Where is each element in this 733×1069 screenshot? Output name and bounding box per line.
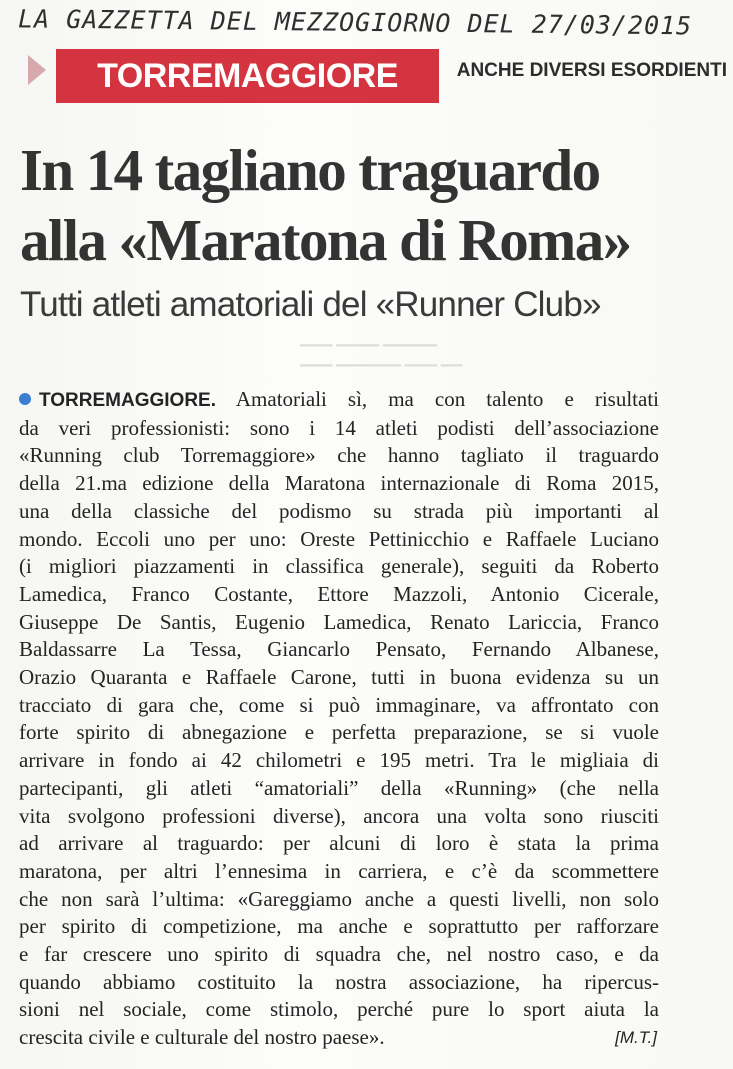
article-line [19, 386, 659, 415]
section-label: TORREMAGGIORE [56, 49, 439, 103]
article-line: forte spirito di abnegazione e perfetta preparazione, se si vuole [19, 720, 659, 745]
article-body [19, 386, 659, 1052]
overline: ANCHE DIVERSI ESORDIENTI [456, 60, 727, 81]
article-line-last [19, 1024, 659, 1052]
article-line: Giuseppe De Santis, Eugenio Lamedica, Renato Lariccia, Franco [19, 609, 659, 634]
article-line: arrivare in fondo ai 42 chilometri e 195 metri. Tra le migliaia di [19, 748, 659, 773]
article-line: una della classiche del podismo su strada più importanti al [19, 498, 659, 523]
article-line: quando abbiamo costituito la nostra associazione, ha ripercus- [19, 969, 659, 994]
article-line: maratona, per altri l’ennesima in carriera, e c’è da scommettere [19, 858, 659, 883]
article-line: e far crescere uno spirito di squadra che, nel nostro caso, e da [19, 942, 659, 967]
article-line: «Running club Torremaggiore» che hanno tagliato il traguardo [19, 443, 659, 468]
article-line-text: Amatoriali sì, ma con talento e risultati [235, 387, 659, 411]
bullet-icon [19, 393, 31, 405]
article-line: (i migliori piazzamenti in classifica generale), seguiti da Roberto [19, 554, 659, 579]
article-line: partecipanti, gli atleti “amatoriali” della «Running» (che nella [19, 775, 659, 800]
article-line: tracciato di gara che, come si può immaginare, va affrontato con [19, 692, 659, 717]
article-line: ad arrivare al traguardo: per alcuni di loro è stata la prima [19, 831, 659, 856]
article-line: vita svolgono professioni diverse), ancora una volta sono riusciti [19, 803, 659, 828]
article-line: per spirito di competizione, ma anche e soprattutto per rafforzare [19, 914, 659, 939]
article-line: da veri professionisti: sono i 14 atleti podisti dell’associazione [19, 415, 659, 440]
article-line: Orazio Quaranta e Raffaele Carone, tutti in buona evidenza su un [19, 665, 659, 690]
bleed-through-marks: ▁▁▁ ▁▁▁▁ ▁▁▁▁▁ [300, 330, 437, 346]
headline-line-1: In 14 tagliano traguardo [20, 137, 600, 203]
bleed-through-marks-2: ▁▁▁ ▁▁▁▁▁▁ ▁▁▁ ▁▁ [300, 350, 463, 366]
byline: [M.T.] [615, 1028, 657, 1048]
article-line: della 21.ma edizione della Maratona internazionale di Roma 2015, [19, 471, 659, 496]
handwritten-source-note: LA GAZZETTA DEL MEZZOGIORNO DEL 27/03/2015 [17, 4, 693, 41]
article-line: Baldassarre La Tessa, Giancarlo Pensato, Fernando Albanese, [19, 637, 659, 662]
article-line-text: crescita civile e culturale del nostro paese». [19, 1025, 385, 1050]
article-line: che non sarà l’ultima: «Gareggiamo anche a questi livelli, non solo [19, 886, 659, 911]
article-line: mondo. Eccoli uno per uno: Oreste Pettinicchio e Raffaele Luciano [19, 526, 659, 551]
kicker-arrow-icon [28, 55, 46, 85]
dateline: TORREMAGGIORE. [39, 390, 216, 411]
headline [20, 135, 720, 275]
article-line: Lamedica, Franco Costante, Ettore Mazzoli, Antonio Cicerale, [19, 581, 659, 606]
article-line: sioni nel sociale, come stimolo, perché pure lo sport aiuta la [19, 997, 659, 1022]
kicker-row [22, 49, 727, 103]
subheadline: Tutti atleti amatoriali del «Runner Club» [20, 285, 601, 324]
headline-line-2: alla «Maratona di Roma» [20, 207, 631, 273]
